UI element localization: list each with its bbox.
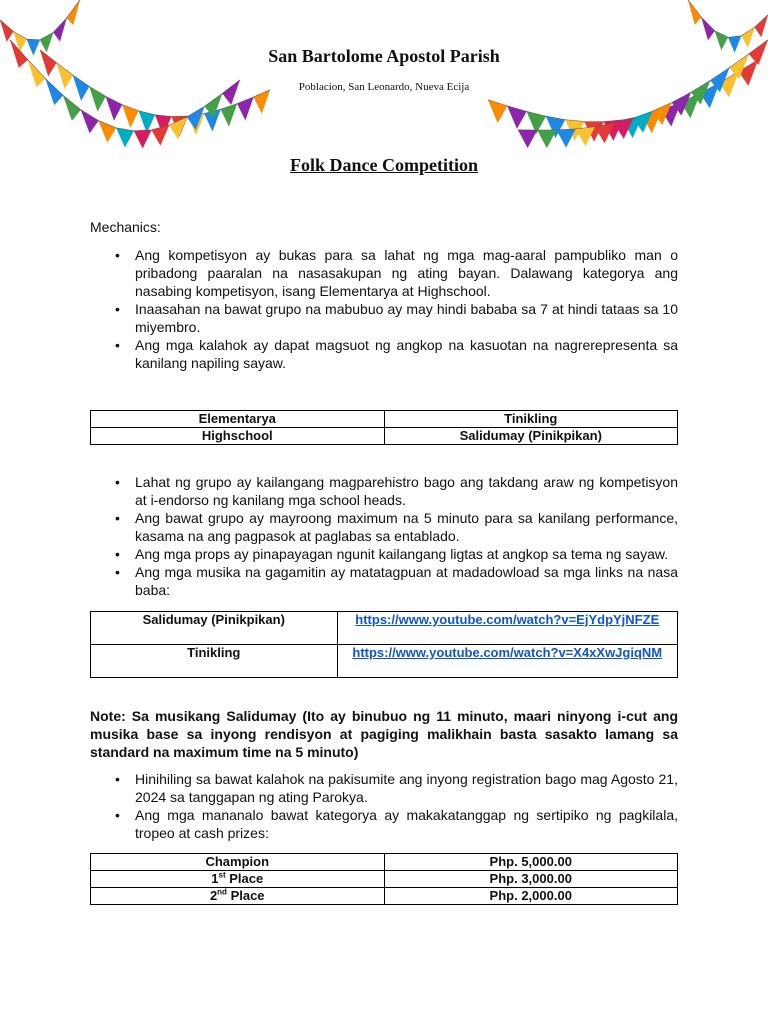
- header: [0, 46, 768, 93]
- table-row: [91, 854, 678, 871]
- category-level: Highschool: [91, 428, 385, 445]
- bunting-flag: [0, 20, 13, 42]
- bunting-flag: [755, 15, 768, 37]
- prize-amount: Php. 3,000.00: [384, 871, 678, 888]
- prize-amount: Php. 2,000.00: [384, 888, 678, 905]
- bunting-flag: [81, 110, 99, 133]
- category-dance: Tinikling: [384, 411, 678, 428]
- table-row: [91, 888, 678, 905]
- mechanics-list-2: [90, 473, 678, 599]
- list-item: • Ang mga mananalo bawat kategorya ay makakatanggap ng sertipiko ng pagkilala, tropeo at cash prizes:: [135, 806, 678, 842]
- prize-place: 1st Place: [91, 871, 385, 888]
- music-dance-name: Tinikling: [91, 645, 338, 678]
- registration-list: [90, 770, 678, 842]
- bunting-flag: [237, 97, 253, 120]
- bunting-flag: [152, 125, 170, 145]
- bunting-flag: [537, 130, 556, 148]
- competition-title: Folk Dance Competition: [290, 155, 478, 175]
- table-row: [91, 871, 678, 888]
- bunting-flag: [688, 0, 701, 25]
- list-item: • Inaasahan na bawat grupo na mabubuo ay may hindi bababa sa 7 at hindi tataas sa 10 miyembro.: [135, 300, 678, 336]
- music-note: Note: Sa musikang Salidumay (Ito ay binubuo ng 11 minuto, maari ninyong i-cut ang musika base sa inyong rendisyon at pagiging malikhain basta sasakto lamang sa standard na maximum time na 5 minuto): [90, 708, 678, 760]
- bunting-string: [0, 0, 80, 40]
- parish-address: Poblacion, San Leonardo, Nueva Ecija: [298, 81, 470, 93]
- prize-table: [90, 853, 678, 905]
- bunting-flag: [507, 106, 526, 129]
- bunting-flag: [122, 105, 138, 128]
- bunting-flag: [518, 130, 537, 148]
- list-item: • Lahat ng grupo ay kailangang magparehistro bago ang takdang araw ng kompetisyon at i-endorso ng kanilang mga school heads.: [135, 473, 678, 509]
- list-item: • Ang bawat grupo ay mayroong maximum na 5 minuto para sa kanilang performance, kasama na ang pagpasok at paglabas sa entablado.: [135, 509, 678, 545]
- bunting-flag: [221, 104, 237, 127]
- bunting-flag: [63, 96, 81, 121]
- parish-name: San Bartolome Apostol Parish: [268, 46, 500, 66]
- table-row: [91, 612, 678, 645]
- table-row: [91, 645, 678, 678]
- bunting-flag: [488, 100, 507, 123]
- list-item: • Ang mga kalahok ay dapat magsuot ng angkop na kasuotan na nagrerepresenta sa kanilang napiling sayaw.: [135, 336, 678, 372]
- prize-place: 2nd Place: [91, 888, 385, 905]
- list-item: • Ang mga props ay pinapayagan ngunit kailangang ligtas at angkop sa tema ng sayaw.: [135, 545, 678, 563]
- bunting-flag: [116, 128, 134, 148]
- category-table: [90, 410, 678, 445]
- list-item: • Hinihiling sa bawat kalahok na pakisumite ang inyong registration bago mag Agosto 21, 2024 sa tanggapan ng ating Parokya.: [135, 770, 678, 806]
- music-link[interactable]: https://www.youtube.com/watch?v=X4xXwJgiqNM: [337, 645, 677, 678]
- music-links-table: [90, 611, 678, 678]
- prize-place: Champion: [91, 854, 385, 871]
- list-item: • Ang kompetisyon ay bukas para sa lahat ng mga mag-aaral pampubliko man o pribadong paaralan na nasasakupan ng ating bayan. Dalawang kategorya ang nasabing kompetisyon, isang Elementarya at Highschool.: [135, 246, 678, 300]
- prize-amount: Php. 5,000.00: [384, 854, 678, 871]
- bunting-flag: [134, 130, 152, 148]
- table-row: [91, 411, 678, 428]
- category-level: Elementarya: [91, 411, 385, 428]
- bunting-flag: [556, 129, 575, 147]
- bunting-flag: [741, 28, 754, 48]
- music-dance-name: Salidumay (Pinikpikan): [91, 612, 338, 645]
- music-link[interactable]: https://www.youtube.com/watch?v=EjYdpYjNFZE: [337, 612, 677, 645]
- mechanics-list-1: [90, 246, 678, 372]
- table-row: [91, 428, 678, 445]
- list-item: • Ang mga musika na gagamitin ay matatagpuan at madadowload sa mga links na nasa baba:: [135, 563, 678, 599]
- bunting-flag: [67, 0, 80, 25]
- mechanics-label: Mechanics:: [90, 219, 161, 235]
- category-dance: Salidumay (Pinikpikan): [384, 428, 678, 445]
